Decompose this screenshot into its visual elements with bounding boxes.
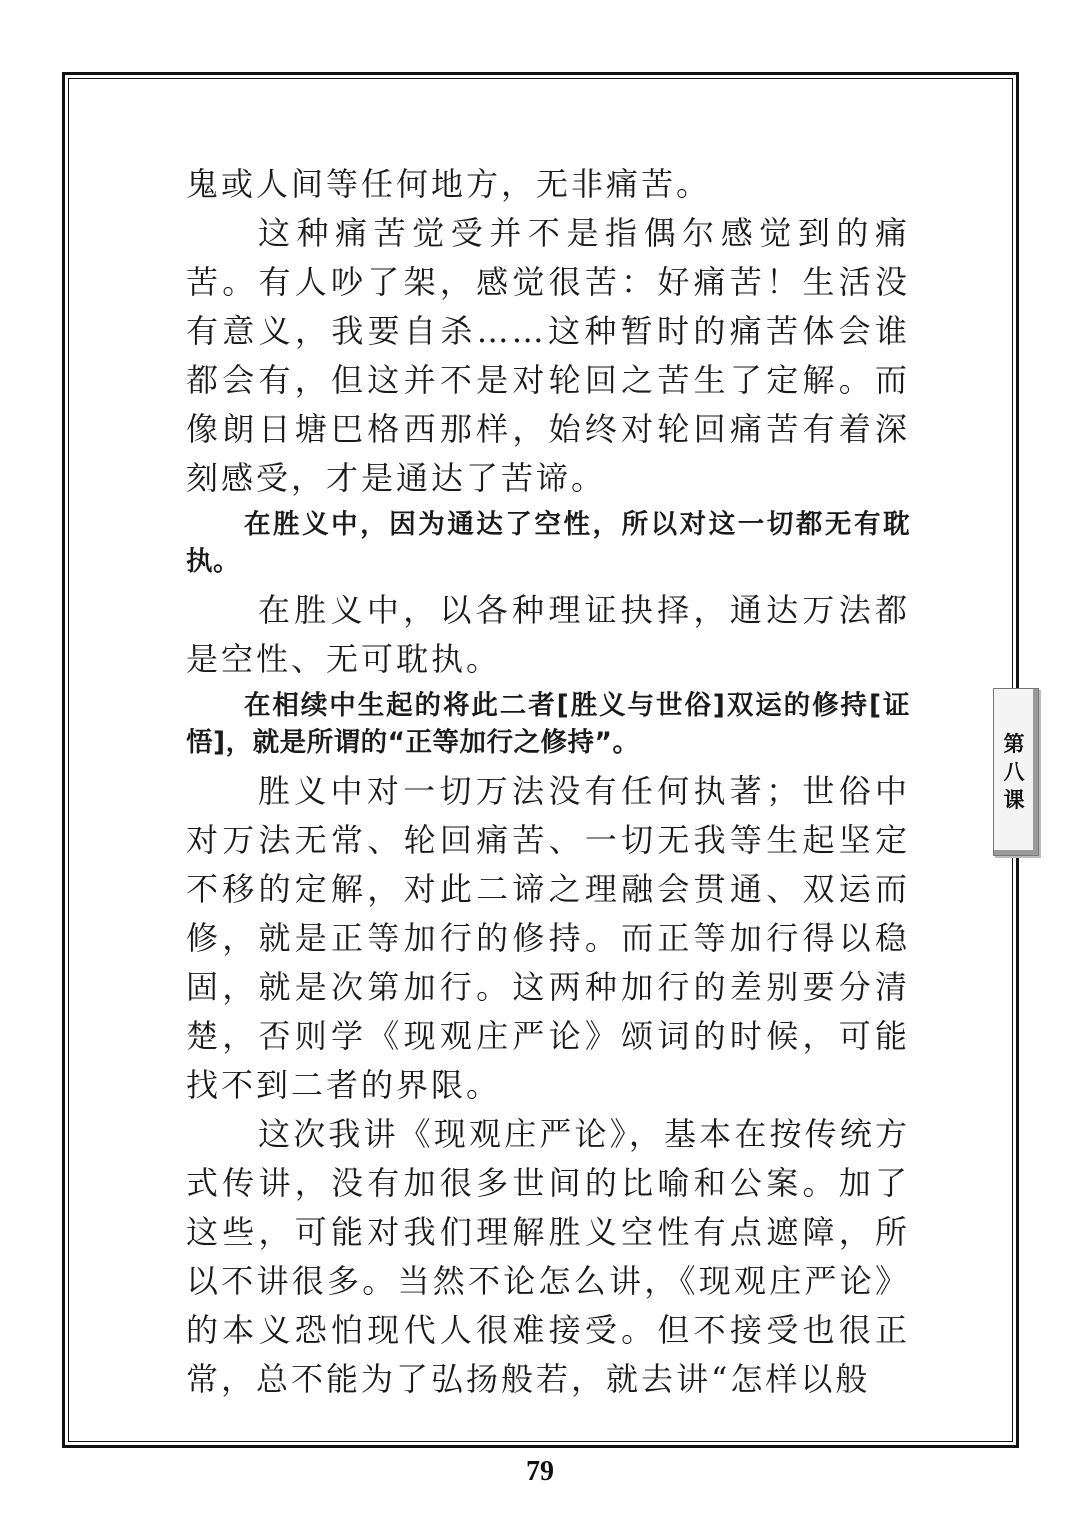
chapter-side-tab xyxy=(993,688,1039,856)
chapter-tab-char: 第 xyxy=(1003,731,1025,756)
chapter-tab-char: 八 xyxy=(1003,759,1025,784)
chapter-tab-char: 课 xyxy=(1003,787,1025,812)
commentary-paragraph: 鬼或人间等任何地方，无非痛苦。 xyxy=(186,165,712,203)
commentary-paragraph: 在胜义中，以各种理证抉择，通达万法都是空性、无可耽执。 xyxy=(186,591,910,678)
commentary-paragraph: 胜义中对一切万法没有任何执著；世俗中对万法无常、轮回痛苦、一切无我等生起坚定不移的定解，对此二谛之理融会贯通、双运而修，就是正等加行的修持。而正等加行得以稳固，就是次第加行。这两种加行的差别要分清楚，否则学《现观庄严论》颂词的时候，可能找不到二者的界限。 xyxy=(186,772,910,1104)
page-body xyxy=(186,160,910,1404)
root-text-paragraph: 在胜义中，因为通达了空性，所以对这一切都无有耽执。 xyxy=(186,509,910,577)
commentary-paragraph: 这种痛苦觉受并不是指偶尔感觉到的痛苦。有人吵了架，感觉很苦：好痛苦！生活没有意义，我要自杀……这种暂时的痛苦体会谁都会有，但这并不是对轮回之苦生了定解。而像朗日塘巴格西那样，始终对轮回痛苦有着深刻感受，才是通达了苦谛。 xyxy=(186,214,910,497)
commentary-paragraph: 这次我讲《现观庄严论》，基本在按传统方式传讲，没有加很多世间的比喻和公案。加了这些，可能对我们理解胜义空性有点遮障，所以不讲很多。当然不论怎么讲，《现观庄严论》的本义恐怕现代人很难接受。但不接受也很正常，总不能为了弘扬般若，就去讲“怎样以般 xyxy=(186,1115,910,1398)
root-text-paragraph: 在相续中生起的将此二者[胜义与世俗]双运的修持[证悟]，就是所谓的“正等加行之修持”。 xyxy=(186,690,910,758)
page-number: 79 xyxy=(526,1456,554,1487)
